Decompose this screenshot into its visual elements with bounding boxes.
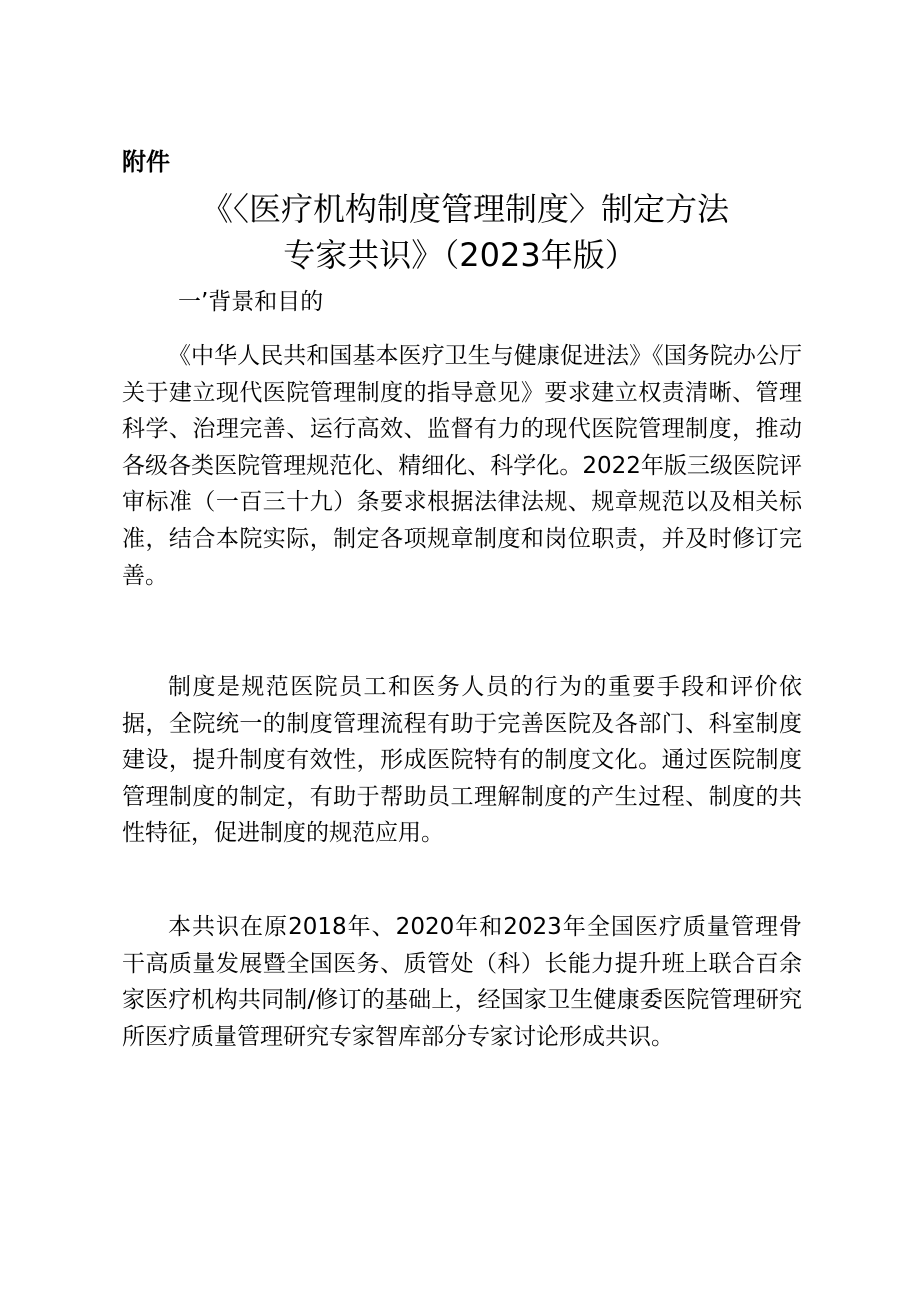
document-title-line-2: 专家共识》（2023年版） bbox=[283, 236, 637, 274]
body-paragraph: 《中华人民共和国基本医疗卫生与健康促进法》《国务院办公厅关于建立现代医院管理制度的指导意见》要求建立权责清晰、管理科学、治理完善、运行高效、监督有力的现代医院管理制度，推动各级各类医院管理规范化、精细化、科学化。2022年版三级医院评审标准（一百三十九）条要求根据法律法规、规章规范以及相关标准，结合本院实际，制定各项规章制度和岗位职责，并及时修订完善。 bbox=[122, 343, 802, 589]
body-paragraph: 本共识在原2018年、2020年和2023年全国医疗质量管理骨干高质量发展暨全国医务、质管处（科）长能力提升班上联合百余家医疗机构共同制/修订的基础上，经国家卫生健康委医院管理研究所医疗质量管理研究专家智库部分专家讨论形成共识。 bbox=[122, 914, 802, 1050]
attachment-label: 附件 bbox=[122, 148, 170, 176]
document-title-line-1: 《〈医疗机构制度管理制度〉制定方法 bbox=[200, 190, 729, 228]
body-paragraph: 制度是规范医院员工和医务人员的行为的重要手段和评价依据，全院统一的制度管理流程有助于完善医院及各部门、科室制度建设，提升制度有效性，形成医院特有的制度文化。通过医院制度管理制度的制定，有助于帮助员工理解制度的产生过程、制度的共性特征，促进制度的规范应用。 bbox=[122, 674, 802, 847]
section-heading: 一’背景和目的 bbox=[178, 289, 324, 315]
